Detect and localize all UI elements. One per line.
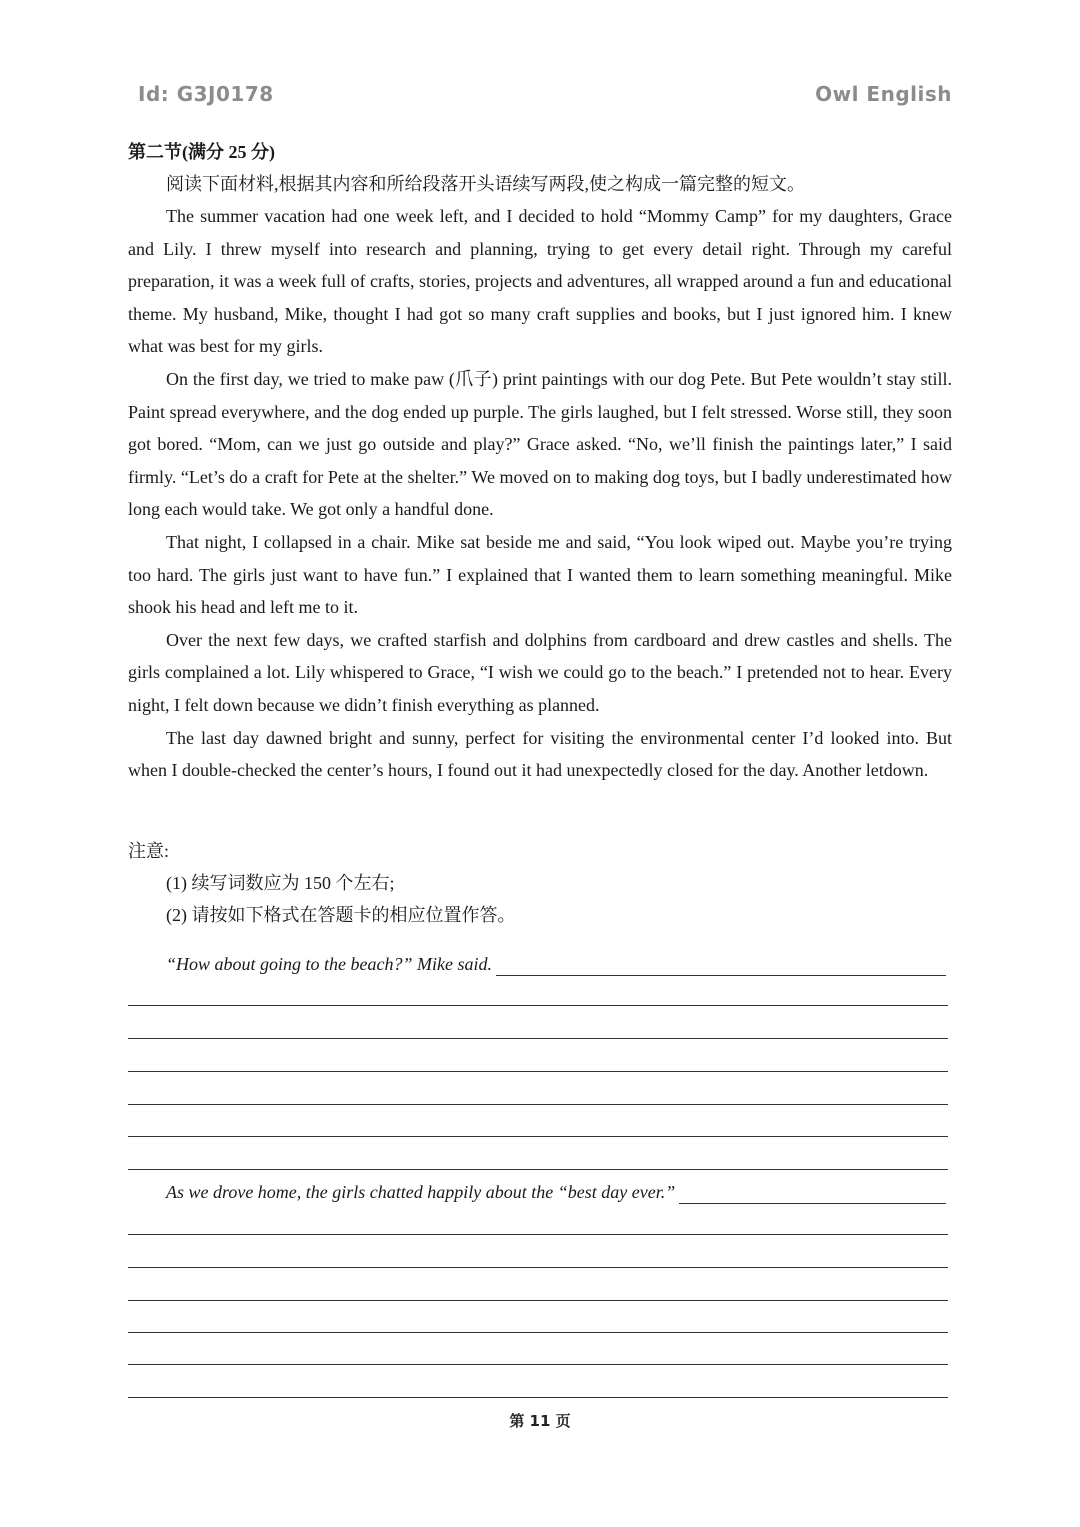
answer-line[interactable] <box>128 1038 948 1039</box>
note-item-2: (2) 请按如下格式在答题卡的相应位置作答。 <box>166 904 516 925</box>
passage-paragraph-3: That night, I collapsed in a chair. Mike sat beside me and said, “You look wiped out. Maybe you’re trying too hard. The girls just want to have fun.” I explained that I wanted them to learn something meaningful. Mike shook his head and left me to it. <box>128 531 952 618</box>
answer-line[interactable] <box>128 1364 948 1365</box>
answer-line[interactable] <box>128 1234 948 1235</box>
prompt-line-2 <box>166 1180 946 1204</box>
section-title: 第二节(满分 25 分) <box>128 142 275 162</box>
passage-paragraph-4: Over the next few days, we crafted starfish and dolphins from cardboard and drew castles and shells. The girls complained a lot. Lily whispered to Grace, “I wish we could go to the beach.” I pretended not to hear. Every night, I felt down because we didn’t finish everything as planned. <box>128 629 952 715</box>
answer-line[interactable] <box>128 1169 948 1170</box>
note-item-1: (1) 续写词数应为 150 个左右; <box>166 872 395 893</box>
document-id: Id: G3J0178 <box>138 82 274 106</box>
answer-line[interactable] <box>128 1071 948 1072</box>
prompt-line-1 <box>166 952 946 976</box>
notes-label: 注意: <box>128 840 170 861</box>
passage-paragraph-1: The summer vacation had one week left, and I decided to hold “Mommy Camp” for my daughters, Grace and Lily. I threw myself into research and planning, trying to get every detail right. Through my careful preparation, it was a week full of crafts, stories, projects and adventures, all wrapped around a fun and educational theme. My husband, Mike, thought I had got so many craft supplies and books, but I just ignored him. I knew what was best for my girls. <box>128 206 952 357</box>
brand-name: Owl English <box>815 82 952 106</box>
answer-line[interactable] <box>128 1267 948 1268</box>
main-content <box>128 138 952 931</box>
prompt-opening-1: “How about going to the beach?” Mike said. <box>166 954 492 974</box>
answer-line[interactable] <box>128 1104 948 1105</box>
answer-line[interactable] <box>128 1397 948 1398</box>
answer-line[interactable] <box>128 1005 948 1006</box>
passage-paragraph-5: The last day dawned bright and sunny, perfect for visiting the environmental center I’d looked into. But when I double-checked the center’s hours, I found out it had unexpectedly closed for the day. Another letdown. <box>128 727 952 781</box>
answer-line[interactable] <box>128 1300 948 1301</box>
prompt-opening-2: As we drove home, the girls chatted happily about the “best day ever.” <box>166 1182 676 1202</box>
instruction-text: 阅读下面材料,根据其内容和所给段落开头语续写两段,使之构成一篇完整的短文。 <box>166 174 805 194</box>
passage-paragraph-2: On the first day, we tried to make paw (爪子) print paintings with our dog Pete. But Pete wouldn’t stay still. Paint spread everywhere, and the dog ended up purple. The girls laughed, but I felt stressed. Worse still, they soon got bored. “Mom, can we just go outside and play?” Grace asked. “No, we’ll finish the paintings later,” I said firmly. “Let’s do a craft for Pete at the shelter.” We moved on to making dog toys, but I badly underestimated how long each would take. We got only a handful done. <box>128 368 952 520</box>
answer-line[interactable] <box>128 1332 948 1333</box>
answer-line[interactable] <box>679 1183 946 1204</box>
answer-line[interactable] <box>128 1136 948 1137</box>
answer-line[interactable] <box>496 955 946 976</box>
page-number: 第 11 页 <box>509 1412 571 1430</box>
